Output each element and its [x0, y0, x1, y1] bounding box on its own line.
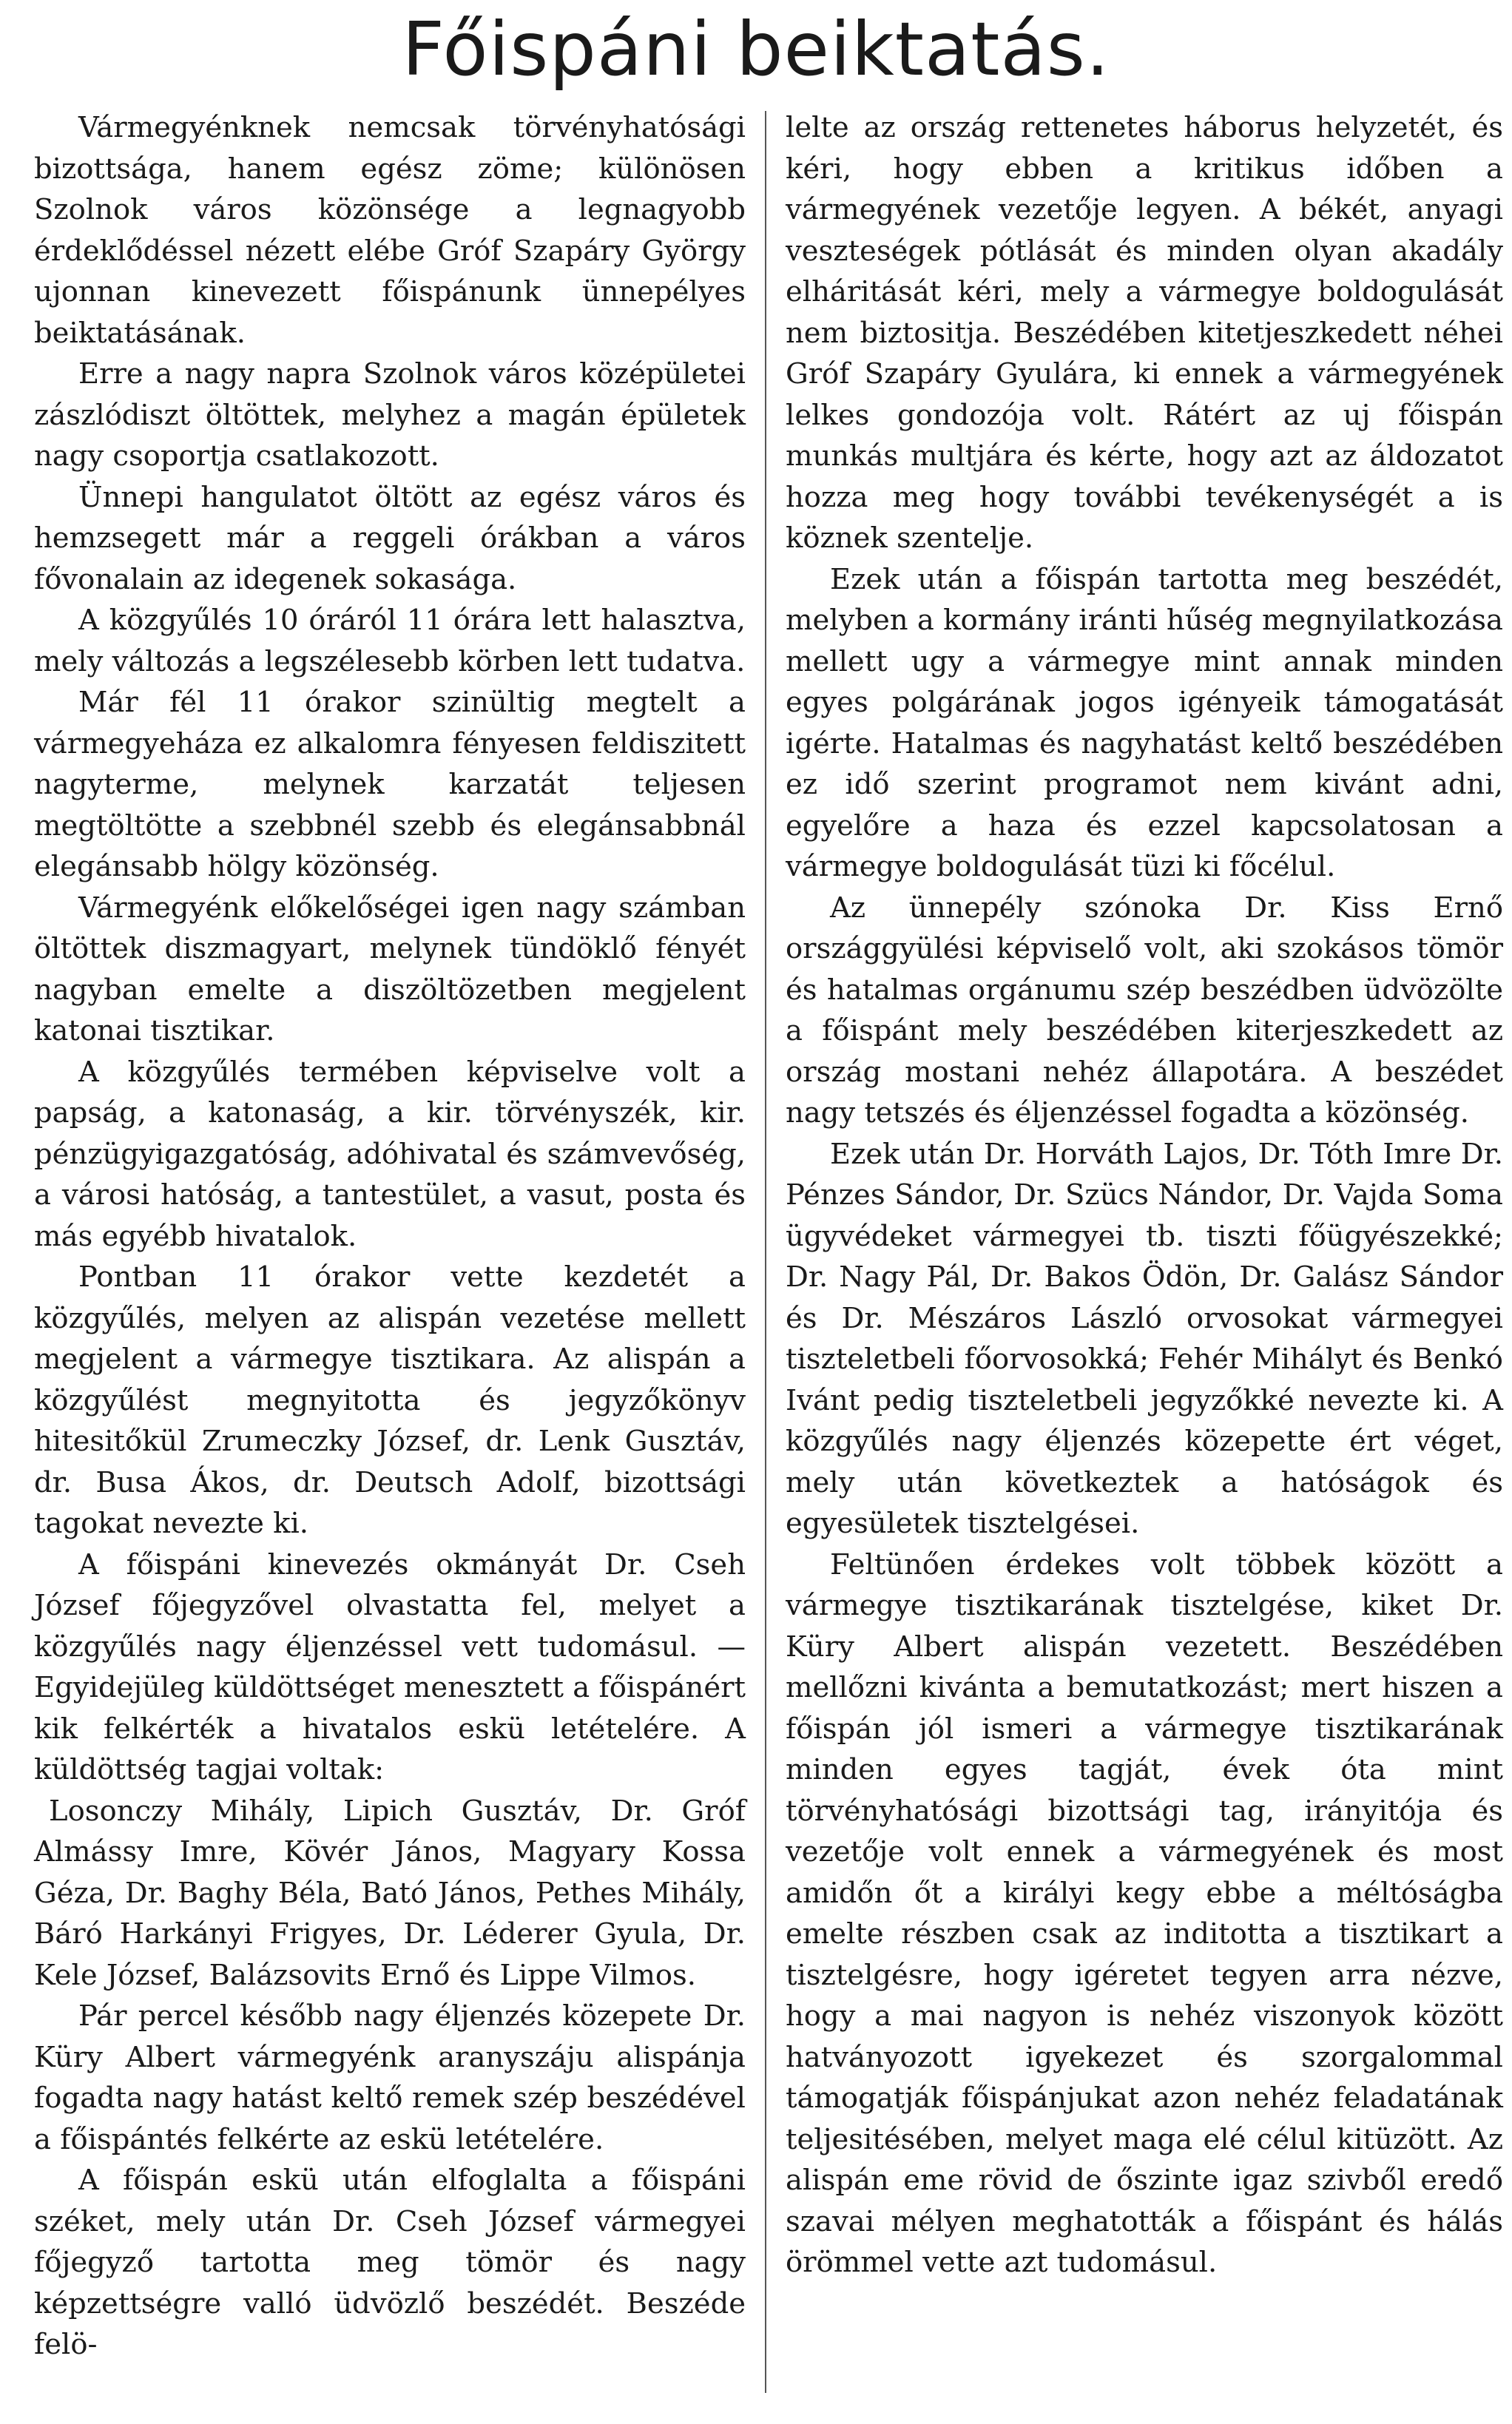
paragraph: A közgyűlés termében képviselve volt a papság, a katonaság, a kir. törvényszék, kir. pénzügyigazgatóság, adóhivatal és számvevőség, a városi hatóság, a tantestület, a vasut, posta és más egyébb hivatalok. — [34, 1055, 746, 1253]
paragraph: Már fél 11 órakor szinültig megtelt a vármegyeháza ez alkalomra fényesen feldiszitett nagyterme, melynek karzatát teljesen megtöltötte a szebbnél szebb és elegánsabbnál elegánsabb hölgy közönség. — [34, 686, 746, 883]
paragraph: Ezek után a főispán tartotta meg beszédét, melyben a kormány iránti hűség megnyilatkozása mellett ugy a vármegye mint annak minden egyes polgárának jogos igényeik támogatását igérte. Hatalmas és nagyhatást keltő beszédében ez idő szerint programot nem kivánt adni, egyelőre a haza és ezzel kapcsolatosan a vármegye boldogulását tüzi ki főcélul. — [786, 562, 1503, 883]
paragraph: Az ünnepély szónoka Dr. Kiss Ernő országgyülési képviselő volt, aki szokásos tömör és hatalmas orgánumu szép beszédben üdvözölte a főispánt mely beszédében kiterjeszkedett az ország mostani nehéz állapotára. A beszédet nagy tetszés és éljenzéssel fogadta a közönség. — [786, 891, 1503, 1130]
paragraph: Pontban 11 órakor vette kezdetét a közgyűlés, melyen az alispán vezetése mellett megjelent a vármegye tisztikara. Az alispán a közgyűlést megnyitotta és jegyzőkönyv hitesitőkül Zrumeczky József, dr. Lenk Gusztáv, dr. Busa Ákos, dr. Deutsch Adolf, bizottsági tagokat nevezte ki. — [34, 1260, 746, 1540]
paragraph: Vármegyénknek nemcsak törvényhatósági bizottsága, hanem egész zöme; különösen Szolnok város közönsége a legnagyobb érdeklődéssel nézett elébe Gróf Szapáry György ujonnan kinevezett főispánunk ünnepélyes beiktatásának. — [34, 111, 746, 350]
delegation-members: Losonczy Mihály, Lipich Gusztáv, Dr. Gróf Almássy Imre, Kövér János, Magyary Kossa Géza, Dr. Baghy Béla, Bató János, Pethes Mihály, Báró Harkányi Frigyes, Dr. Léderer Gyula, Dr. Kele József, Balázsovits Ernő és Lippe Vilmos. — [34, 1794, 746, 1992]
paragraph: Ünnepi hangulatot öltött az egész város és hemzsegett már a reggeli órákban a város fővonalain az idegenek sokasága. — [34, 480, 746, 596]
left-column — [34, 107, 746, 2366]
paragraph: A közgyűlés 10 óráról 11 órára lett halasztva, mely változás a legszélesebb körben lett tudatva. — [34, 604, 746, 678]
right-column — [786, 107, 1503, 2283]
paragraph: A főispán eskü után elfoglalta a főispáni széket, mely után Dr. Cseh József vármegyei főjegyző tartotta meg tömör és nagy képzettségre valló üdvözlő beszédét. Beszéde felö- — [34, 2164, 746, 2361]
paragraph: Ezek után Dr. Horváth Lajos, Dr. Tóth Imre Dr. Pénzes Sándor, Dr. Szücs Nándor, Dr. Vajda Soma ügyvédeket vármegyei tb. tiszti főügyészekké; Dr. Nagy Pál, Dr. Bakos Ödön, Dr. Galász Sándor és Dr. Mészáros László orvosokat vármegyei tiszteletbeli főorvosokká; Fehér Mihályt és Benkó Ivánt pedig tiszteletbeli jegyzőkké nevezte ki. A közgyűlés nagy éljenzés közepette ért véget, mely után következtek a hatóságok és egyesületek tisztelgései. — [786, 1137, 1503, 1540]
paragraph: Erre a nagy napra Szolnok város középületei zászlódiszt öltöttek, melyhez a magán épületek nagy csoportja csatlakozott. — [34, 357, 746, 473]
paragraph-continued: lelte az ország rettenetes háborus helyzetét, és kéri, hogy ebben a kritikus időben a vármegyének vezetője legyen. A békét, anyagi veszteségek pótlását és minden olyan akadály elháritását kéri, mely a vármegye boldogulását nem biztositja. Beszédében kitetjeszkedett néhei Gróf Szapáry Gyulára, ki ennek a vármegyének lelkes gondozója volt. Rátért az uj főispán munkás multjára és kérte, hogy azt az áldozatot hozza meg hogy további tevékenységét a is köznek szentelje. — [786, 111, 1503, 555]
paragraph: Vármegyénk előkelőségei igen nagy számban öltöttek diszmagyart, melynek tündöklő fényét nagyban emelte a diszöltözetben megjelent katonai tisztikar. — [34, 891, 746, 1047]
column-divider — [765, 111, 766, 2393]
paragraph: A főispáni kinevezés okmányát Dr. Cseh József főjegyzővel olvastatta fel, melyet a közgyűlés nagy éljenzéssel vett tudomásul. — Egyidejüleg küldöttséget menesztett a főispánért kik felkérték a hivatalos eskü letételére. A küldöttség tagjai voltak: — [34, 1547, 746, 1786]
article-title: Főispáni beiktatás. — [402, 6, 1110, 92]
paragraph: Pár percel később nagy éljenzés közepete Dr. Küry Albert vármegyénk aranyszáju alispánja fogadta nagy hatást keltő remek szép beszédével a főispántés felkérte az eskü letételére. — [34, 1999, 746, 2156]
paragraph: Feltünően érdekes volt többek között a vármegye tisztikarának tisztelgése, kiket Dr. Küry Albert alispán vezetett. Beszédében mellőzni kivánta a bemutatkozást; mert hiszen a főispán jól ismeri a vármegye tisztikarának minden egyes tagját, évek óta mint törvényhatósági bizottsági tag, irányitója és vezetője volt ennek a vármegyének és most amidőn őt a királyi kegy ebbe a méltóságba emelte részben csak az inditotta a tisztikart a tisztelgésre, hogy igéretet tegyen arra nézve, hogy a mai nagyon is nehéz viszonyok között hatványozott igyekezet és szorgalommal támogatják főispánjukat azon nehéz feladatának teljesitésében, melyet maga elé célul kitüzött. Az alispán eme rövid de őszinte igaz szivből eredő szavai mélyen meghatották a főispánt és hálás örömmel vette azt tudomásul. — [786, 1547, 1503, 2279]
